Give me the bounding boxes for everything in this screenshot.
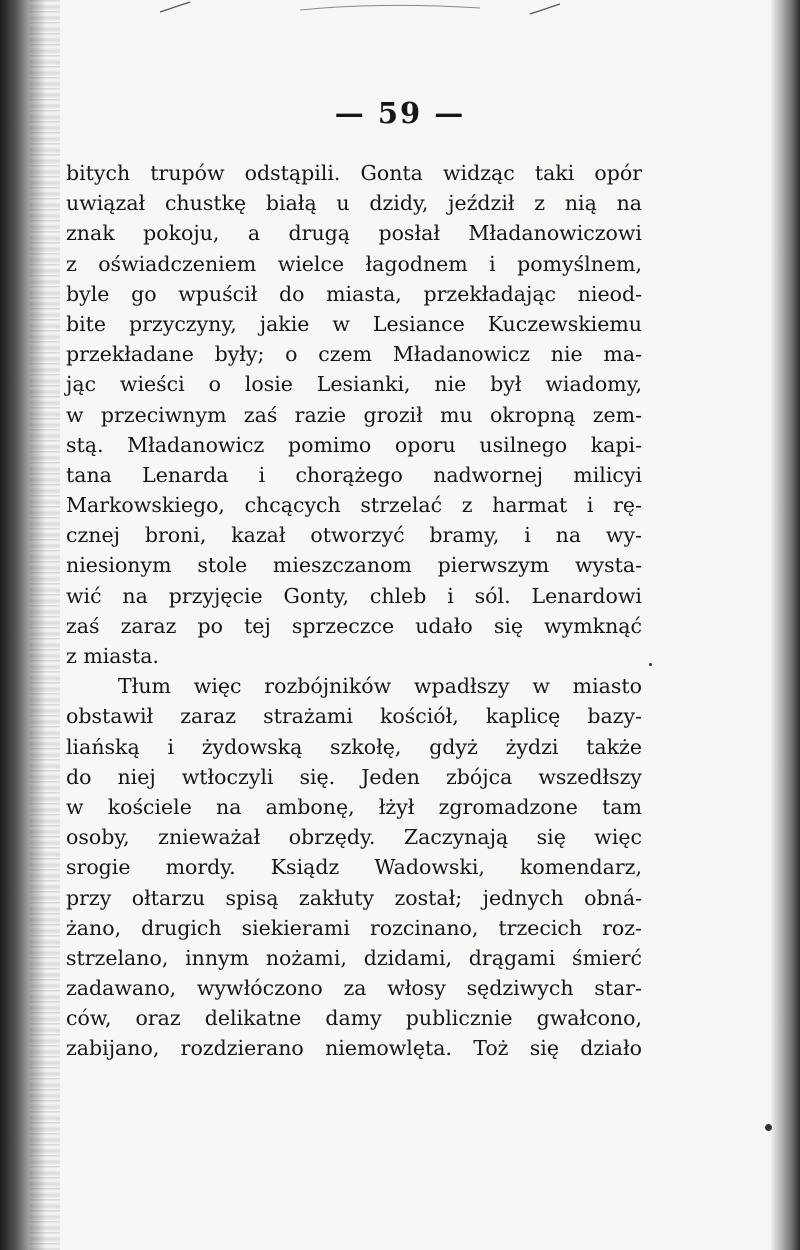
text-line: stą. Mładanowicz pomimo oporu usilnego kapi- — [66, 432, 642, 457]
spine-texture — [30, 0, 60, 1250]
ink-speck — [765, 1124, 772, 1131]
text-line: bite przyczyny, jakie w Lesiance Kuczewskiemu — [66, 311, 642, 336]
text-line: żano, drugich siekierami rozcinano, trzecich roz- — [66, 915, 642, 940]
text-line: Markowskiego, chcących strzelać z harmat i rę- — [66, 493, 642, 518]
text-line: zadawano, wywłóczono za włosy sędziwych star- — [66, 976, 642, 1001]
text-line: Tłum więc rozbójników wpadłszy w miasto — [118, 674, 642, 699]
text-line: do niej wtłoczyli się. Jeden zbójca wszedłszy — [66, 764, 642, 789]
text-line: jąc wieści o losie Lesianki, nie był wiadomy, — [66, 372, 642, 397]
right-page-edge — [770, 0, 800, 1250]
text-line: przekładane były; o czem Mładanowicz nie ma- — [66, 342, 642, 367]
text-line: cznej broni, kazał otworzyć bramy, i na wy- — [66, 523, 642, 548]
text-line: przy ołtarzu spisą zakłuty został; jednych obná- — [66, 885, 642, 910]
text-line: znak pokoju, a drugą posłał Mładanowiczowi — [66, 221, 642, 246]
text-line: obstawił zaraz strażami kościół, kaplicę bazy- — [66, 704, 642, 729]
top-scan-mark — [150, 0, 570, 16]
ink-speck — [649, 663, 652, 666]
text-line: wić na przyjęcie Gonty, chleb i sól. Lenardowi — [66, 583, 642, 608]
text-line: niesionym stole mieszczanom pierwszym wysta- — [66, 553, 642, 578]
text-line: w kościele na ambonę, łżył zgromadzone tam — [66, 794, 642, 819]
text-line: tana Lenarda i chorążego nadwornej milicyi — [66, 462, 642, 487]
body-text — [66, 158, 642, 1064]
text-line: srogie mordy. Ksiądz Wadowski, komendarz, — [66, 855, 642, 880]
text-line: uwiązał chustkę białą u dzidy, jeździł z nią na — [66, 191, 642, 216]
text-line: ców, oraz delikatne damy publicznie gwałcono, — [66, 1006, 642, 1031]
text-line: w przeciwnym zaś razie groził mu okropną zem- — [66, 402, 642, 427]
text-line: osoby, znieważał obrzędy. Zaczynają się więc — [66, 825, 642, 850]
text-line: strzelano, innym nożami, dzidami, drągami śmierć — [66, 945, 642, 970]
text-line: zaś zaraz po tej sprzeczce udało się wymknąć — [66, 613, 642, 638]
text-line: byle go wpuścił do miasta, przekładając nieod- — [66, 281, 642, 306]
text-line: bitych trupów odstąpili. Gonta widząc taki opór — [66, 161, 642, 185]
text-line: z oświadczeniem wielce łagodnem i pomyślnem, — [66, 251, 642, 276]
text-line: z miasta. — [66, 644, 160, 668]
text-line: zabijano, rozdzierano niemowlęta. Toż się działo — [66, 1036, 642, 1061]
page-number: — 59 — — [334, 96, 466, 130]
text-line: liańską i żydowską szkołę, gdyż żydzi także — [66, 734, 642, 759]
